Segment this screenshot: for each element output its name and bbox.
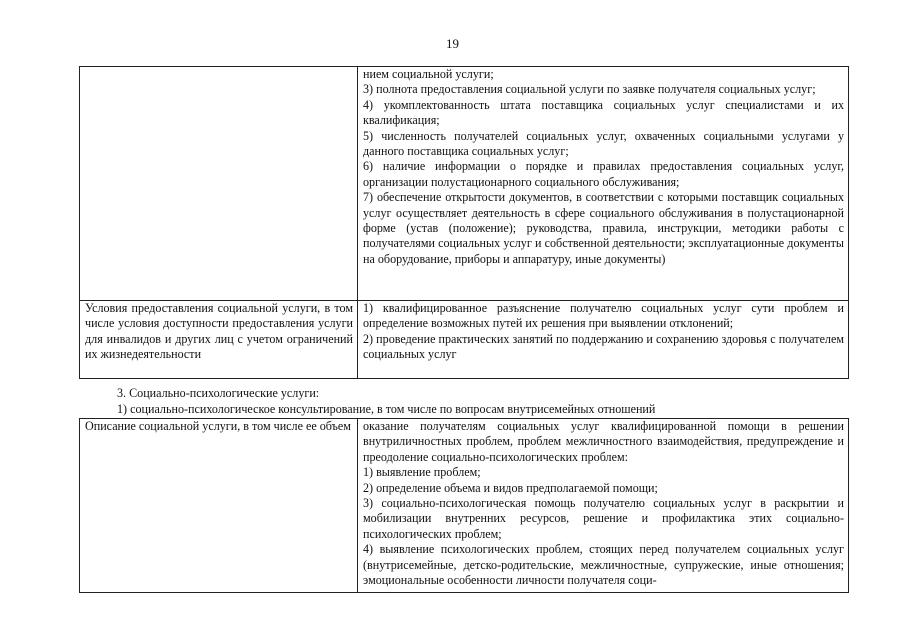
- table-row: [80, 301, 849, 379]
- list-item: нием социальной услуги;: [363, 67, 494, 81]
- row-content-cell: [358, 419, 849, 593]
- list-item: оказание получателям социальных услуг квалифицированной помощи в решении внутриличностных проблем, проблем межличностного взаимодействия, предупреждение и преодоление социально-психологических проблем:: [363, 419, 844, 464]
- list-item: 3) социально-психологическая помощь получателю социальных услуг в раскрытии и мобилизации внутренних ресурсов, решение и профилактика этих социально-психологических проблем;: [363, 496, 844, 541]
- services-table-bottom: [79, 418, 849, 593]
- section-subheading: 1) социально-психологическое консультирование, в том числе по вопросам внутрисемейных отношений: [117, 402, 656, 416]
- list-item: 5) численность получателей социальных услуг, охваченных социальными услугами у данного поставщика социальных услуг;: [363, 128, 844, 159]
- row-label-cell: Описание социальной услуги, в том числе ее объем: [80, 419, 358, 593]
- services-table-top: [79, 66, 849, 379]
- page-number: 19: [446, 36, 459, 51]
- list-item: 6) наличие информации о порядке и правилах предоставления социальных услуг, организации полустационарного социального обслуживания;: [363, 159, 844, 189]
- list-item: 4) выявление психологических проблем, стоящих перед получателем социальных услуг (внутрисемейные, детско-родительские, межличностные, супружеские, иные отношения; эмоциональные особенности личности получателя соци-: [363, 542, 844, 588]
- table-row: [80, 419, 849, 593]
- list-item: 3) полнота предоставления социальной услуги по заявке получателя социальных услуг;: [363, 82, 816, 97]
- row-content-cell: [358, 301, 849, 379]
- table-row: [80, 67, 849, 301]
- list-item: 4) укомплектованность штата поставщика социальных услуг специалистами и их квалификация;: [363, 97, 844, 128]
- row-label-cell: [80, 67, 358, 301]
- row-content-cell: [358, 67, 849, 301]
- list-item: 1) выявление проблем;: [363, 465, 481, 480]
- list-item: 1) квалифицированное разъяснение получателю социальных услуг сути проблем и определение возможных путей их решения при выявлении отклонений;: [363, 301, 844, 331]
- list-item: 7) обеспечение открытости документов, в соответствии с которыми поставщик социальных услуг осуществляет деятельность в сфере социального обслуживания в полустационарной форме (устав (положение); руководства, правила, инструкции, методики работы с получателями социальных услуг и собственной деятельности; эксплуатационные документы на оборудование, приборы и аппаратуру, иные документы): [363, 190, 844, 266]
- section-heading: 3. Социально-психологические услуги:: [117, 386, 320, 400]
- list-item: 2) определение объема и видов предполагаемой помощи;: [363, 480, 658, 495]
- list-item: 2) проведение практических занятий по поддержанию и сохранению здоровья с получателем социальных услуг: [363, 331, 844, 362]
- row-label-cell: Условия предоставления социальной услуги, в том числе условия доступности предоставления услуги для инвалидов и других лиц с учетом ограничений их жизнедеятельности: [80, 301, 358, 379]
